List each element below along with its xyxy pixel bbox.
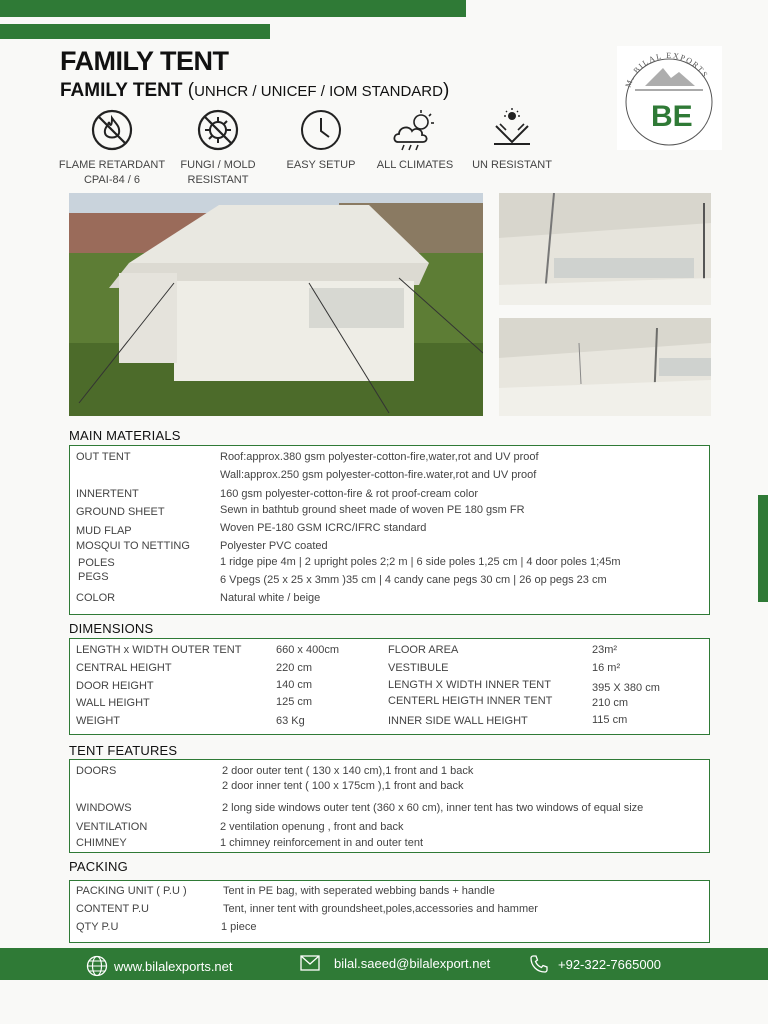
mail-icon (300, 955, 320, 971)
feature-sublabel-1: CPAI-84 / 6 (83, 174, 141, 186)
feature-label-4: ALL CLIMATES (376, 159, 454, 171)
dimensions-heading: DIMENSIONS (69, 621, 154, 636)
dimension-label: FLOOR AREA (388, 644, 459, 656)
feature-all-climates (370, 108, 460, 173)
material-value: Roof:approx.380 gsm polyester-cotton-fire,water,rot and UV proof (220, 451, 539, 463)
all-climates-icon (390, 108, 440, 152)
feature-row-value: 2 door outer tent ( 130 x 140 cm),1 front and 1 back (222, 765, 474, 777)
subtitle-standard: UNHCR / UNICEF / IOM STANDARD (194, 83, 443, 100)
material-label: PEGS (78, 571, 109, 583)
feature-row-value: 2 door inner tent ( 100 x 175cm ),1 front and back (222, 780, 464, 792)
feature-fungi-resistant (164, 108, 272, 188)
dimension-label: LENGTH X WIDTH INNER TENT (388, 679, 551, 691)
top-accent-bar (0, 0, 466, 17)
dimension-label: LENGTH x WIDTH OUTER TENT (76, 644, 242, 656)
footer-contact-bar (0, 948, 768, 980)
dimension-label: CENTERL HEIGTH INNER TENT (388, 695, 553, 707)
uv-resistant-icon (490, 108, 534, 152)
page-title: FAMILY TENT (60, 46, 229, 76)
clock-icon (299, 108, 343, 152)
feature-row-label: CHIMNEY (76, 837, 127, 849)
no-fungi-icon (196, 108, 240, 152)
feature-sublabel-2: RESISTANT (187, 174, 249, 186)
footer-website[interactable] (86, 955, 233, 977)
dimension-value: 220 cm (276, 662, 313, 674)
subtitle-main: FAMILY TENT (60, 80, 183, 101)
dimension-label: DOOR HEIGHT (76, 680, 154, 692)
feature-row-label: WINDOWS (76, 802, 132, 814)
dimension-label: VESTIBULE (388, 662, 449, 674)
material-value: Woven PE-180 GSM ICRC/IFRC standard (220, 522, 427, 534)
material-value: Sewn in bathtub ground sheet made of woven PE 180 gsm FR (220, 504, 525, 516)
material-label: MUD FLAP (76, 525, 132, 537)
feature-row-value: 2 ventilation openung , front and back (220, 821, 404, 833)
feature-uv-resistant (462, 108, 562, 173)
material-label: POLES (78, 557, 115, 569)
dimension-value: 63 Kg (276, 715, 305, 727)
dimension-value: 395 X 380 cm (592, 682, 660, 694)
feature-flame-retardant (58, 108, 166, 188)
subtitle-paren-close: ) (442, 80, 450, 101)
dimension-label: WALL HEIGHT (76, 697, 150, 709)
dimension-label: INNER SIDE WALL HEIGHT (388, 715, 528, 727)
feature-label-2: FUNGI / MOLD (180, 159, 256, 171)
packing-value: Tent in PE bag, with seperated webbing bands + handle (223, 885, 495, 897)
flame-retardant-icon (90, 108, 134, 152)
material-value: Polyester PVC coated (220, 540, 328, 552)
feature-row-value: 1 chimney reinforcement in and outer tent (220, 837, 424, 849)
material-label: GROUND SHEET (76, 506, 165, 518)
tent-interior-photo-1 (499, 193, 711, 305)
feature-row-value: 2 long side windows outer tent (360 x 60 cm), inner tent has two windows of equal size (222, 802, 644, 814)
packing-label: PACKING UNIT ( P.U ) (76, 885, 187, 897)
dimension-value: 23m² (592, 644, 618, 656)
logo-mark: BE (651, 100, 693, 133)
feature-easy-setup (271, 108, 371, 173)
feature-label-3: EASY SETUP (286, 159, 356, 171)
footer-website-text: www.bilalexports.net (114, 958, 233, 974)
dimension-value: 210 cm (592, 697, 629, 709)
dimension-value: 140 cm (276, 679, 313, 691)
top-accent-bar-short (0, 24, 270, 39)
material-value: Wall:approx.250 gsm polyester-cotton-fire.water,rot and UV proof (220, 469, 537, 481)
dimension-value: 16 m² (592, 662, 621, 674)
page-subtitle (60, 80, 449, 102)
feature-label-5: UN RESISTANT (472, 159, 552, 171)
main-materials-table (69, 445, 710, 615)
company-logo (617, 46, 722, 150)
footer-phone-text: +92-322-7665000 (558, 956, 662, 972)
tent-features-heading: TENT FEATURES (69, 743, 178, 758)
material-value: 6 Vpegs (25 x 25 x 3mm )35 cm | 4 candy cane pegs 30 cm | 26 op pegs 23 cm (220, 574, 607, 586)
dimension-value: 660 x 400cm (276, 644, 339, 656)
feature-label-1: FLAME RETARDANT (58, 159, 166, 171)
packing-value: 1 piece (221, 921, 257, 933)
side-accent-tab (758, 495, 768, 602)
main-materials-heading: MAIN MATERIALS (69, 428, 181, 443)
dimension-value: 115 cm (592, 714, 628, 726)
material-label: OUT TENT (76, 451, 131, 463)
logo-emblem (617, 46, 722, 150)
material-label: MOSQUI TO NETTING (76, 540, 190, 552)
phone-icon (530, 955, 548, 973)
material-value: Natural white / beige (220, 592, 321, 604)
material-label: INNERTENT (76, 488, 139, 500)
globe-icon (86, 955, 108, 977)
tent-interior-photo-2 (499, 318, 711, 416)
material-value: 160 gsm polyester-cotton-fire & rot proof-cream color (220, 488, 478, 500)
tent-exterior-photo (69, 193, 483, 416)
material-label: COLOR (76, 592, 116, 604)
subtitle-paren-open: ( (182, 80, 195, 101)
feature-row-label: VENTILATION (76, 821, 148, 833)
packing-heading: PACKING (69, 859, 128, 874)
material-value: 1 ridge pipe 4m | 2 upright poles 2;2 m | 6 side poles 1,25 cm | 4 door poles 1;45m (220, 556, 621, 568)
footer-email[interactable] (300, 955, 490, 971)
feature-row-label: DOORS (76, 765, 117, 777)
packing-label: CONTENT P.U (76, 903, 149, 915)
packing-value: Tent, inner tent with groundsheet,poles,accessories and hammer (223, 903, 538, 915)
footer-email-text: bilal.saeed@bilalexport.net (334, 955, 491, 971)
dimension-value: 125 cm (276, 696, 313, 708)
footer-phone[interactable] (530, 955, 661, 973)
tent-features-table (69, 759, 710, 853)
dimension-label: CENTRAL HEIGHT (76, 662, 172, 674)
dimensions-table (69, 638, 710, 735)
dimension-label: WEIGHT (76, 715, 120, 727)
packing-label: QTY P.U (76, 921, 119, 933)
packing-table (69, 880, 710, 943)
logo-arc-text: M. BILAL EXPORTS (623, 50, 711, 89)
